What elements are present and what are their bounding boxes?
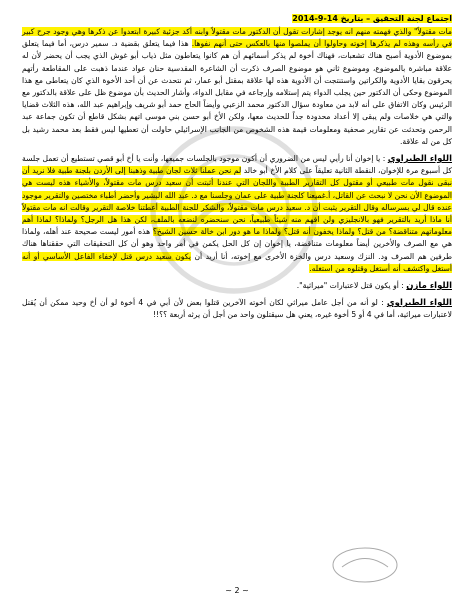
paragraph-text: : أو يكون قتل لاعتبارات "ميراثية". [296, 281, 404, 291]
paragraph-text: هذه أمور ليست صحيحة عند أهله، ولماذا هي مع الصرف والأخرين أيضاً معلومات متناقضة، يا إخوان إن كل الحل يكمن في أمر واحد وهو أن كل التحقيقات التي حققناها هناك طرفين هم الصرف ود. النزك وسعيد درس والخزة الأخرى مع إخوته، أنا أريد أن [22, 227, 452, 261]
paragraph-3 [22, 280, 452, 292]
document-header: اجتماع لجنة التحقيق – بتاريخ 14-9-2014 [292, 14, 452, 23]
page-number: ~ 2 ~ [225, 586, 249, 595]
highlighted-text: لم نحن عملنا ثلاث لجان طبية وذهبنا إلى الأردن بلجنة طبية فلا نريد أن نبقى نقول مات طبيعي أو مقتول كل التقارير الطبية واللجان التي عندنا أثبتت أن سعيد درس مات مقتولاً، والأشياء هذه ليست هي الموضوع الأن نحن لا نبحث عن القاتل، أ.غميعنا كلجنة طبية على عمان وجلسنا مع د. عبد الله البشير وأحضر أطباء مختصين والتقرير موجود عنده قال لي بسرساله وقال التقرير يثبت أن د. سعيد درس مات مقتولاً، والشكر للجنة الطبية أعطتنا خلاصة التقرير وقالت انه مات مقتولاً أنا ماذا أريد بالتقرير فهو بالانجليزي ولن افهم منه شيئاً طبيعياً، نحن سنحضره لنضعه بالملف، لكن هذا هل الرجل؟ ولماذا؟ لماذا أهم معلوماتهم متناقضة؟ من قتل؟ ولماذا يخفون أنه قتل؟ ولماذا ما هو دور ابن خالة حسين الشيخ؟ [22, 166, 452, 237]
stamp-logo [330, 545, 400, 585]
paragraph-text: : لو أنه من أجل عامل ميراثي لكان أخوته الآخرين قتلوا بعض لأن أبي في 4 أخوة لو أن أخ وحيد ممكن أن يُقتل لاعتبارات ميراثية، أما في 4 أو 5 أخوة غيره، يعني هل سيقتلون واحد من أجل أن يرثه أربعة ؟؟!! [22, 298, 452, 320]
paragraph-text: هذا فيما يتعلق بقضية د. سمير درس، أما فيما يتعلق بموضوع الأدوية أصبح هناك تشعبات، فهناك أخوة لم يذكر أسمائهم أن هم كانوا يتعاطون مثل ذياب أبو غوش الذي يجب أن يحضر لأن له علاقة مباشرة بالموضوع، وموضوع ثاني هو موضوع الصرف ذكرت أن الشاعرة المقدسية حنان عواد عندما ذهبت على المقاطعة رأتهم يحرقون بقايا الأدوية والكراتين واستنتجت أن الأدوية هذه لها علاقة بمقتل أبو عمار، ثم نتحدث عن أن أحد الأخوة الذي كان يتعاطى مع هذا الموضوع وحكى أن الدكتور حين يجلب الدواء يتم إستلامه وإرجاعه في مقابل الدواء، وأشار الحديث بأن موضوع ظل على علاقة بالدكتور مع الرئيس وكان الاتفاق على أنه لابد من معاودة سؤال الدكتور محمد الزعبي وأيضاً الحاج حمد أبو شريف وإبراهيم عبد الله، هذه الثلاث قضايا والتي هي خلاصات ولم يبقى إلا أعداد محدودة جداً للحديث معها، ولكن الأخ أبو حسن بني موسى اتهم بشكل قاطع أن تكون جماعة عبد الرحمن وتحدثت عن تقارير صحفية ومعلومات قيمة هذه الشخوص من الجانب الإسرائيلي حاولت أن تعطيها ليس فقط بعد محمد رشيد بل كل من له علاقة. [22, 39, 452, 146]
highlighted-text: مات مقتولاً" والذي فهمته منهم انه يوجد إشارات تقول أن الدكتور مات مقتولاً وابنه أكد جزئية كبيرة ابتعدوا عن ذكرها وهي وجود جرح كبير في رأسه وهذه لم يذكرها إخوته وحاولوا أن يملصوا منها بالعكس حتى أنهم نفوها. [22, 27, 452, 49]
speaker-name: اللواء الطيراوي [387, 154, 452, 165]
speaker-name: اللواء مازن [406, 281, 452, 292]
speaker-name: اللواء الطيراوي [386, 298, 452, 309]
paragraph-text: : يا إخوان أنا رأيي ليس من الضروري أن أكون موجود بالجلسات جميعها، وأنت يا أخ أبو قصي تستطيع أن تعمل جلسة كل أسبوع مرة للإخوان، النقطة الثانية تعليقاً على كلام الأخ أبو خالد [22, 154, 453, 176]
paragraph-4 [22, 297, 452, 321]
highlighted-text: يكون سعيد درس قتل لإخفاء الفاعل الأساسي أو أنه أستغل واكتشف أنه أستغل وقتلوه من استغله. [22, 251, 452, 273]
paragraph-2 [22, 153, 452, 275]
paragraph-1 [22, 26, 452, 148]
